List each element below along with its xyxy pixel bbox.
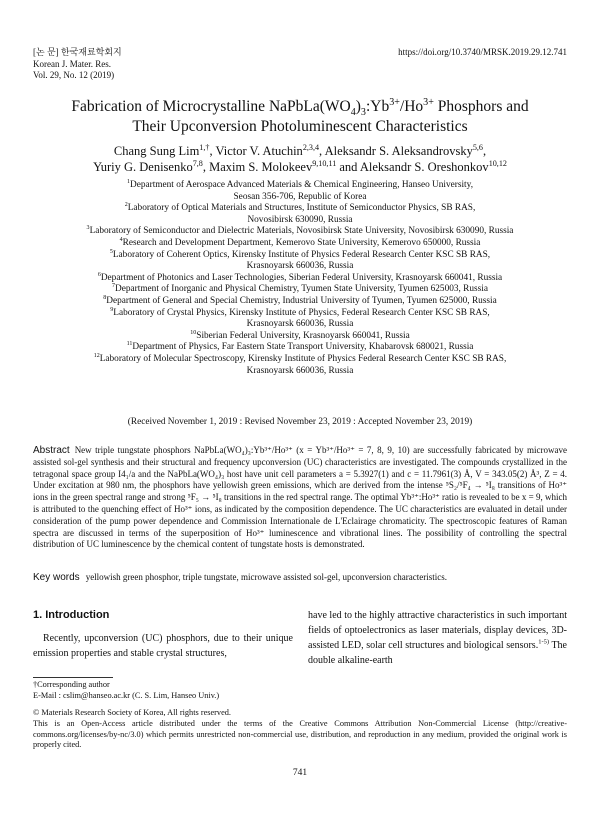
keywords-text: yellowish green phosphor, triple tungstate, microwave assisted sol-gel, upconversion characteristics. xyxy=(85,572,447,582)
affiliation: $^9$Laboratory of Crystal Physics, Kirensky Institute of Physics, Federal Research Center KSC SB RAS, xyxy=(110,306,490,318)
license-text: This is an Open-Access article distributed under the terms of the Creative Commons Attribution Non-Commercial License (http://creative-commons.org/licenses/by-nc/3.0) which permits unrestricted non-commercial use, distribution, and reproduction in any medium, provided the original work is properly cited. xyxy=(33,718,567,750)
affiliation: $^{12}$Laboratory of Molecular Spectroscopy, Kirensky Institute of Physics Federal Research Center KSC SB RAS, xyxy=(93,352,507,364)
keywords-label: Key words xyxy=(33,572,80,583)
affiliation: $^3$Laboratory of Semiconductor and Dielectric Materials, Novosibirsk State University, Novosibirsk 630090, Russia xyxy=(86,225,514,237)
doi-link[interactable]: https://doi.org/10.3740/MRSK.2019.29.12.741 xyxy=(398,47,567,57)
author: Aleksandr S. Oreshonkov xyxy=(359,160,489,174)
corresponding-author: †Corresponding author xyxy=(33,680,110,689)
received-dates: (Received November 1, 2019 : Revised November 23, 2019 : Accepted November 23, 2019) xyxy=(127,417,473,427)
author-list: Chang Sung Lim$^{1,\dagger}$, Victor V. Atuchin$^{2,3,4}$, Aleksandr S. Aleksandrovsky$^{5,6}$, Yuriy G. Denisenko$^{7,8}$, Maxim S. Molokeev$^{9,10,11}$ and Aleksandr S. Oreshonkov$^{10,12}$ xyxy=(93,142,507,174)
author: Maxim S. Molokeev xyxy=(209,160,313,174)
right-column: have led to the highly attractive characteristics in such important fields of optoelectronics as laser materials, display devices, 3D-assisted LED, solar cell structures and biological sensors.$^{1-5)}$ The double alkaline-earth xyxy=(308,610,567,666)
affiliation-cont: Krasnoyarsk 660036, Russia xyxy=(246,261,354,272)
author: Yuriy G. Denisenko xyxy=(93,160,193,174)
journal-korean: [논 문] 한국재료학회지 xyxy=(33,47,122,57)
abstract-text: New triple tungstate phosphors NaPbLa(WO₄)₃:Yb³⁺/Ho³⁺ (x = Yb³⁺/Ho³⁺ = 7, 8, 9, 10) are successfully fabricated by microwave assisted sol-gel synthesis and their structural and frequency upconversion (UC) characteristics are investigated. The compounds crystallized in the tetragonal space group I4₁/a and the NaPbLa(WO₄)₃ host have unit cell parameters a = 5.3927(1) and c = 11.7961(3) Å, V = 343.05(2) Å³, Z = 4. Under excitation at 980 nm, the phosphors have yellowish green emissions, which are derived from the intense ⁵S₂/⁵F₄ → ⁵I₈ transitions of Ho³⁺ ions in the green spectral range and strong ⁵F₅ → ⁵I₈ transitions in the red spectral range. The optimal Yb³⁺:Ho³⁺ ratio is revealed to be x = 9, which is attributed to the quenching effect of Ho³⁺ ions, as indicated by the composition dependence. The UC characteristics are evaluated in detail under consideration of the pump power dependence and Commission Internationale de L'Eclairage chromaticity. The spectroscopic features of Raman spectra are discussed in terms of the superposition of Ho³⁺ luminescence and vibrational lines. The possibility of controlling the spectral distribution of UC luminescence by the chemical content of tungstate hosts is demonstrated. xyxy=(33,445,567,550)
affiliation-list xyxy=(30,180,570,377)
intro-paragraph-left: Recently, upconversion (UC) phosphors, due to their unique emission properties and stable crystal structures, xyxy=(33,633,293,659)
affiliation: $^4$Research and Development Department, Kemerovo State University, Kemerovo 650000, Russia xyxy=(119,236,481,248)
left-column xyxy=(33,608,293,661)
journal-abbrev: Korean J. Mater. Res. xyxy=(33,58,111,69)
affiliation: $^6$Department of Photonics and Laser Technologies, Siberian Federal University, Krasnoyarsk 660041, Russia xyxy=(97,271,503,283)
license-notice xyxy=(33,708,567,751)
title-line-1: Fabrication of Microcrystalline $NaPbLa(WO_4)_3:Yb^{3+}/Ho^{3+}$ Phosphors and xyxy=(71,96,529,119)
footnote xyxy=(33,680,293,702)
affiliation-cont: Novosibirsk 630090, Russia xyxy=(247,214,353,225)
affiliation: $^{11}$Department of Physics, Far Eastern State Transport University, Khabarovsk 680021, Russia xyxy=(126,341,474,353)
affiliation: $^{10}$Siberian Federal University, Krasnoyarsk 660041, Russia xyxy=(190,329,410,341)
page-number: 741 xyxy=(292,768,308,778)
footnote-divider xyxy=(33,677,113,678)
affiliation: $^5$Laboratory of Coherent Optics, Kirensky Institute of Physics Federal Research Center KSC SB RAS, xyxy=(109,248,491,260)
section-heading: 1. Introduction xyxy=(33,609,110,621)
affiliation-cont: Krasnoyarsk 660036, Russia xyxy=(246,319,354,330)
affiliation: $^7$Department of Inorganic and Physical Chemistry, Tyumen State University, Tyumen 625003, Russia xyxy=(112,283,488,295)
journal-header xyxy=(33,47,122,82)
keywords xyxy=(33,572,567,583)
abstract xyxy=(33,445,567,551)
copyright: © Materials Research Society of Korea, All rights reserved. xyxy=(33,708,231,717)
affiliation-cont: Krasnoyarsk 660036, Russia xyxy=(246,365,354,376)
citation: 1-5) xyxy=(538,638,550,646)
intro-paragraph-right: have led to the highly attractive characteristics in such important fields of optoelectronics as laser materials, display devices, 3D-assisted LED, solar cell structures and biological sensors. xyxy=(308,610,567,651)
author: Chang Sung Lim xyxy=(113,144,200,158)
author: Victor V. Atuchin xyxy=(215,144,303,158)
affiliation: $^1$Department of Aerospace Advanced Materials & Chemical Engineering, Hanseo University, xyxy=(126,178,474,190)
author: Aleksandr S. Aleksandrovsky xyxy=(324,144,473,158)
affiliation: $^2$Laboratory of Optical Materials and Structures, Institute of Semiconductor Physics, SB RAS, xyxy=(124,202,476,214)
paper-title xyxy=(30,97,570,137)
author-email: E-Mail : cslim@hanseo.ac.kr (C. S. Lim, Hanseo Univ.) xyxy=(33,690,220,700)
journal-volume: Vol. 29, No. 12 (2019) xyxy=(33,70,115,80)
abstract-label: Abstract xyxy=(33,445,70,456)
title-line-2: Their Upconversion Photoluminescent Characteristics xyxy=(132,118,468,135)
affiliation-cont: Seosan 356-706, Republic of Korea xyxy=(233,191,367,202)
affiliation: $^8$Department of General and Special Chemistry, Industrial University of Tyumen, Tyumen 625000, Russia xyxy=(103,294,497,306)
